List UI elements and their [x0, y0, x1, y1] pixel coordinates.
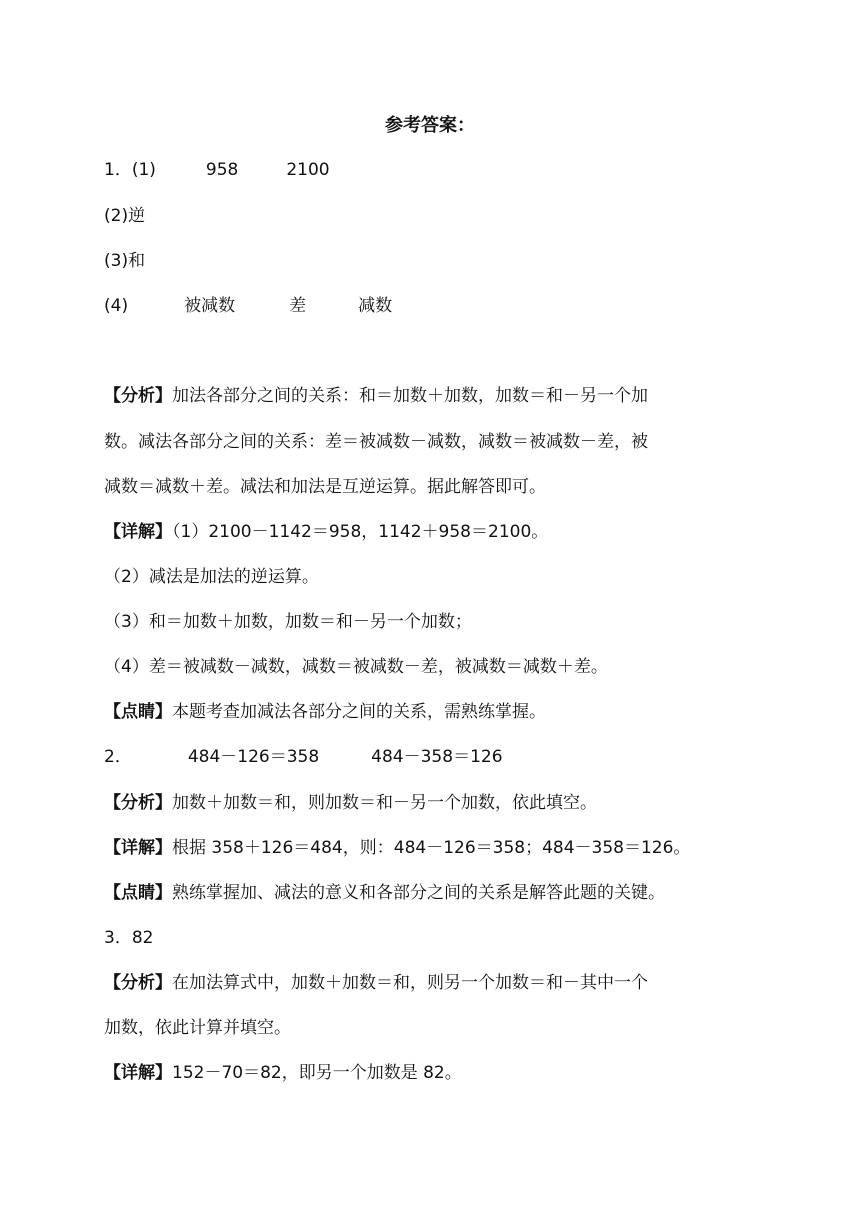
q1-answer-line-4	[104, 294, 392, 318]
q2-detail-tag: 【详解】	[104, 838, 172, 858]
q1-detail-text-3: （3）和＝加数＋加数，加数＝和－另一个加数；	[104, 612, 472, 632]
q1-comment-text: 本题考查加减法各部分之间的关系，需熟练掌握。	[172, 702, 546, 722]
q1-detail-text-1: （1）2100－1142＝958，1142＋958＝2100。	[172, 522, 549, 542]
q2-analysis-text: 加数＋加数＝和，则加数＝和－另一个加数，依此填空。	[172, 793, 597, 813]
q1-detail-text-2: （2）减法是加法的逆运算。	[104, 567, 319, 587]
q2-comment-text: 熟练掌握加、减法的意义和各部分之间的关系是解答此题的关键。	[172, 883, 665, 903]
q3-analysis-tag: 【分析】	[104, 973, 172, 993]
q3-analysis-text-1: 在加法算式中，加数＋加数＝和，则另一个加数＝和－其中一个	[172, 973, 648, 993]
q2-comment	[104, 881, 665, 905]
q1-sub4-number: (4)	[104, 296, 129, 316]
q1-analysis-text-1: 加法各部分之间的关系：和＝加数＋加数，加数＝和－另一个加	[172, 386, 648, 406]
q3-detail-tag: 【详解】	[104, 1063, 172, 1083]
q1-answer-line-3: (3)和	[104, 251, 146, 271]
q1-analysis	[104, 384, 648, 408]
q2-analysis	[104, 791, 597, 815]
page-title: 参考答案：	[385, 115, 475, 136]
q3-answer-line: 3．82	[104, 928, 154, 948]
q2-analysis-tag: 【分析】	[104, 793, 172, 813]
q2-number: 2．	[104, 747, 132, 767]
q2-answer-a: 484－126＝358	[187, 747, 320, 767]
q1-analysis-tag: 【分析】	[104, 386, 172, 406]
q1-answer-line-1	[104, 158, 330, 182]
q2-comment-tag: 【点睛】	[104, 883, 172, 903]
q1-number: 1．(1)	[104, 160, 156, 180]
q1-analysis-text-2: 数。减法各部分之间的关系：差＝被减数－减数，减数＝被减数－差，被	[104, 432, 648, 452]
q1-comment	[104, 700, 546, 724]
q1-sub4-a: 被减数	[184, 296, 236, 316]
q2-detail	[104, 836, 690, 860]
q1-sub4-c: 减数	[358, 296, 393, 316]
q3-analysis	[104, 971, 648, 995]
q3-detail-text: 152－70＝82，即另一个加数是 82。	[172, 1063, 462, 1083]
q2-detail-text: 根据 358＋126＝484，则：484－126＝358；484－358＝126。	[172, 838, 691, 858]
q1-comment-tag: 【点睛】	[104, 702, 172, 722]
q1-answer-b: 2100	[286, 160, 330, 180]
q1-answer-line-2: (2)逆	[104, 206, 146, 226]
q1-detail	[104, 520, 548, 544]
q1-detail-tag: 【详解】	[104, 522, 172, 542]
q2-answer-line	[104, 745, 503, 769]
q2-answer-b: 484－358＝126	[371, 747, 503, 767]
q1-sub4-b: 差	[289, 296, 307, 316]
q3-detail	[104, 1061, 462, 1085]
q1-detail-text-4: （4）差＝被减数－减数，减数＝被减数－差，被减数＝减数＋差。	[104, 657, 608, 677]
q1-answer-a: 958	[205, 160, 239, 180]
q3-analysis-text-2: 加数，依此计算并填空。	[104, 1018, 291, 1038]
q1-analysis-text-3: 减数＝减数＋差。减法和加法是互逆运算。据此解答即可。	[104, 477, 546, 497]
